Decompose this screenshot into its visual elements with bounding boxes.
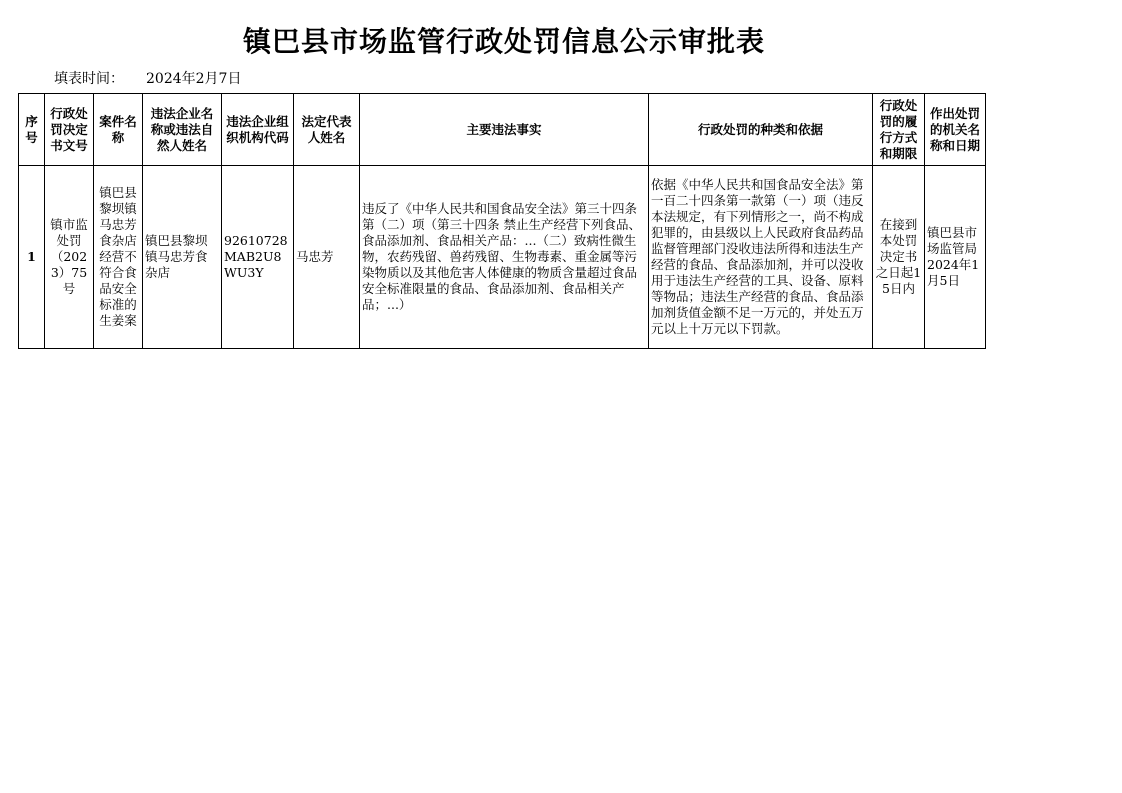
cell-case-name: 镇巴县黎坝镇马忠芳食杂店经营不符合食品安全标准的生姜案 [94, 166, 143, 349]
header-facts: 主要违法事实 [360, 94, 649, 166]
header-case-name: 案件名称 [94, 94, 143, 166]
fill-time-label: 填表时间： [54, 71, 124, 87]
header-penalty-basis: 行政处罚的种类和依据 [649, 94, 873, 166]
cell-legal-rep: 马忠芳 [294, 166, 360, 349]
header-authority-date: 作出处罚的机关名称和日期 [925, 94, 986, 166]
header-org-code: 违法企业组织机构代码 [222, 94, 294, 166]
header-performance: 行政处罚的履行方式和期限 [873, 94, 925, 166]
header-row [19, 94, 986, 166]
header-index: 序号 [19, 94, 45, 166]
table-row [19, 166, 986, 349]
cell-party-name: 镇巴县黎坝镇马忠芳食杂店 [143, 166, 222, 349]
header-doc-no: 行政处罚决定书文号 [45, 94, 94, 166]
cell-facts: 违反了《中华人民共和国食品安全法》第三十四条第（二）项（第三十四条 禁止生产经营下列食品、食品添加剂、食品相关产品：...（二）致病性微生物，农药残留、兽药残留、生物毒素、重金属等污染物质以及其他危害人体健康的物质含量超过食品安全标准限量的食品、食品添加剂、食品相关产品；...） [360, 166, 649, 349]
cell-org-code: 92610728MAB2U8WU3Y [222, 166, 294, 349]
cell-penalty-basis: 依据《中华人民共和国食品安全法》第一百二十四条第一款第（一）项（违反本法规定，有下列情形之一，尚不构成犯罪的，由县级以上人民政府食品药品监督管理部门没收违法所得和违法生产经营的食品、食品添加剂，并可以没收用于违法生产经营的工具、设备、原料等物品；违法生产经营的食品、食品添加剂货值金额不足一万元的，并处五万元以上十万元以下罚款。 [649, 166, 873, 349]
cell-doc-no: 镇市监处罚（2023）75号 [45, 166, 94, 349]
approval-table [18, 93, 986, 349]
fill-time [54, 68, 241, 88]
fill-time-value: 2024年2月7日 [146, 71, 242, 87]
header-legal-rep: 法定代表人姓名 [294, 94, 360, 166]
cell-index: 1 [19, 166, 45, 349]
page-title: 镇巴县市场监管行政处罚信息公示审批表 [242, 25, 765, 58]
cell-performance: 在接到本处罚决定书之日起15日内 [873, 166, 925, 349]
cell-authority-date: 镇巴县市场监管局2024年1月5日 [925, 166, 986, 349]
header-party-name: 违法企业名称或违法自然人姓名 [143, 94, 222, 166]
